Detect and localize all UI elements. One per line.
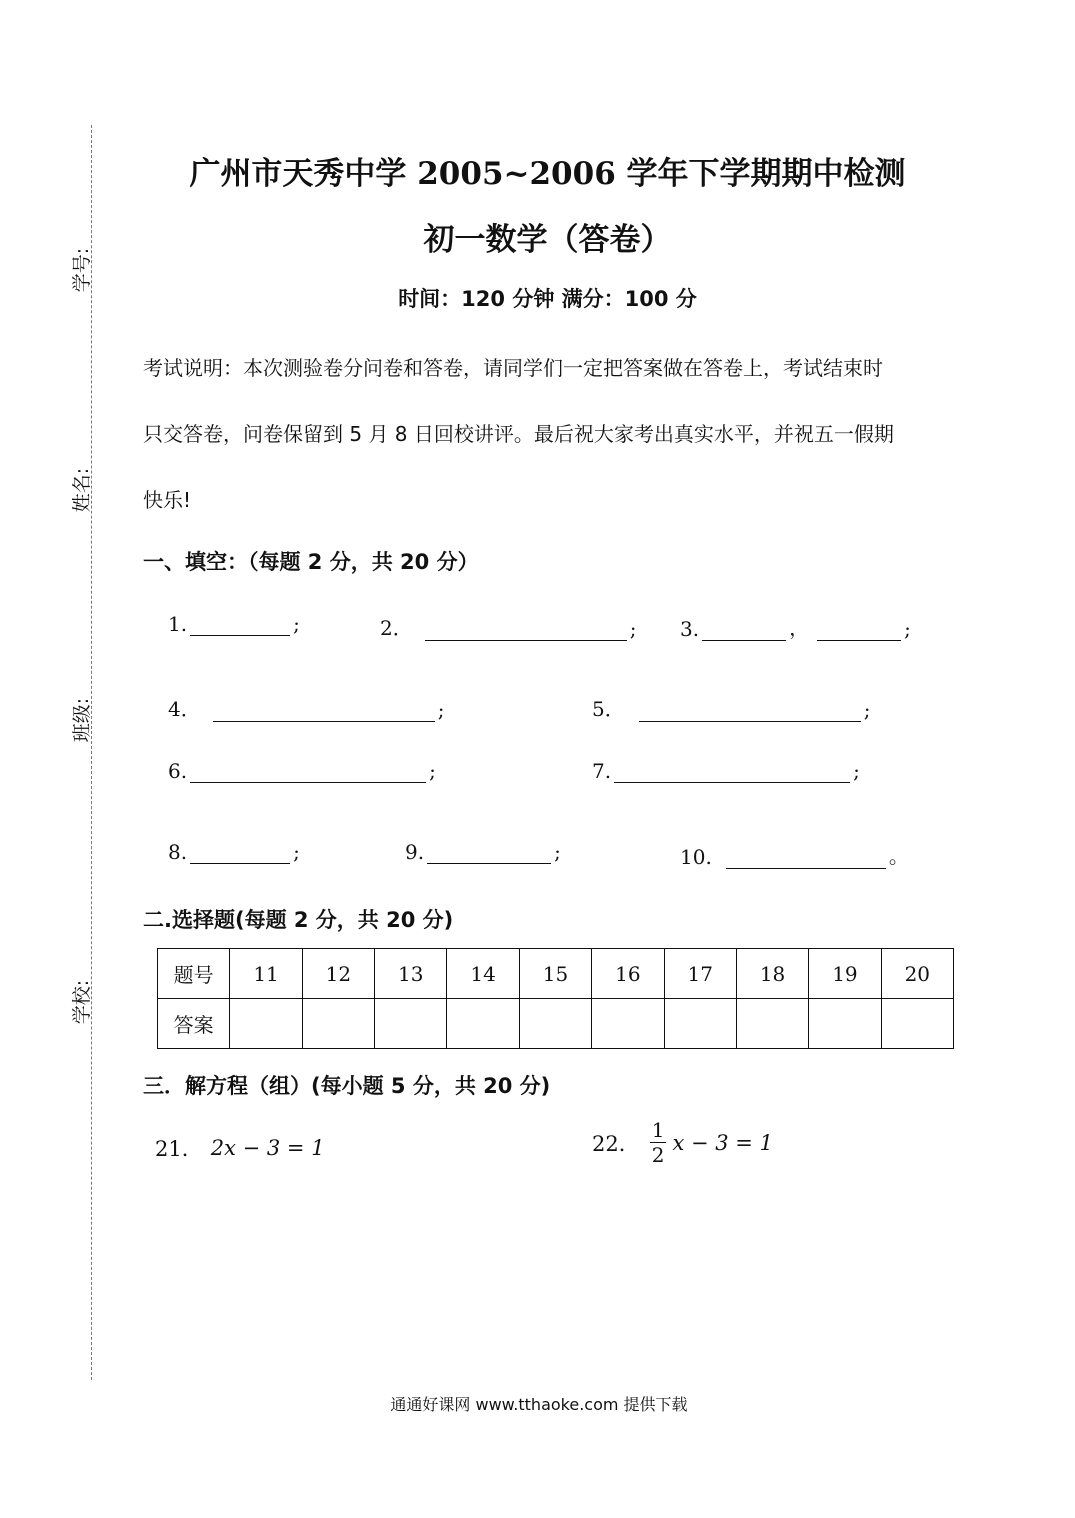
blank-end: 。 bbox=[888, 844, 909, 868]
answer-line[interactable] bbox=[427, 841, 551, 864]
blank-end: ; bbox=[429, 759, 436, 783]
blank-8 bbox=[168, 840, 300, 864]
blank-end: ; bbox=[863, 698, 871, 722]
blank-label: 7. bbox=[592, 759, 612, 783]
answer-line[interactable] bbox=[639, 699, 861, 722]
school-label: 学校: bbox=[71, 979, 93, 1025]
answer-cell[interactable] bbox=[881, 999, 953, 1049]
blank-9 bbox=[405, 840, 561, 864]
answer-line[interactable] bbox=[190, 613, 290, 636]
question-number-header: 题号 bbox=[158, 949, 230, 999]
answer-cell[interactable] bbox=[375, 999, 447, 1049]
blank-7 bbox=[592, 759, 860, 783]
question-21-label: 21． bbox=[155, 1137, 203, 1161]
exam-meta: 时间：120 分钟 满分：100 分 bbox=[398, 287, 697, 311]
class-label: 班级: bbox=[71, 697, 93, 743]
blank-2 bbox=[380, 612, 636, 641]
blank-1 bbox=[168, 612, 300, 636]
answer-table-answer-row bbox=[158, 999, 954, 1049]
page-title: 广州市天秀中学 2005~2006 学年下学期期中检测 bbox=[189, 156, 906, 192]
fraction-numerator: 1 bbox=[651, 1118, 665, 1142]
blank-end: ; bbox=[853, 759, 860, 783]
blank-4 bbox=[168, 693, 444, 722]
question-number: 17 bbox=[664, 949, 736, 999]
blank-label: 1. bbox=[168, 612, 188, 636]
blank-5 bbox=[592, 693, 870, 722]
answer-line[interactable] bbox=[190, 841, 290, 864]
blank-separator: ， bbox=[789, 616, 810, 640]
question-22 bbox=[592, 1118, 773, 1167]
blank-3 bbox=[680, 612, 911, 641]
answer-cell[interactable] bbox=[664, 999, 736, 1049]
question-21-equation: 2x − 3 = 1 bbox=[210, 1136, 325, 1160]
answer-cell[interactable] bbox=[302, 999, 374, 1049]
page-subtitle: 初一数学（答卷） bbox=[423, 222, 672, 258]
answer-cell[interactable] bbox=[592, 999, 664, 1049]
blank-6 bbox=[168, 759, 436, 783]
question-number: 12 bbox=[302, 949, 374, 999]
answer-line[interactable] bbox=[425, 618, 627, 641]
answer-line[interactable] bbox=[190, 760, 426, 783]
section-3-heading: 三．解方程（组）(每小题 5 分，共 20 分) bbox=[143, 1074, 551, 1098]
answer-table-number-row bbox=[158, 949, 954, 999]
instructions-line-1: 考试说明：本次测验卷分问卷和答卷，请同学们一定把答案做在答卷上，考试结束时 bbox=[143, 356, 883, 380]
answer-line[interactable] bbox=[726, 846, 886, 869]
question-number: 14 bbox=[447, 949, 519, 999]
blank-label: 9. bbox=[405, 840, 425, 864]
question-number: 19 bbox=[809, 949, 881, 999]
question-number: 15 bbox=[519, 949, 591, 999]
answer-table bbox=[157, 948, 954, 1049]
question-number: 11 bbox=[230, 949, 302, 999]
question-21 bbox=[155, 1133, 325, 1163]
question-number: 13 bbox=[375, 949, 447, 999]
answer-line[interactable] bbox=[213, 699, 435, 722]
question-number: 18 bbox=[736, 949, 808, 999]
answer-cell[interactable] bbox=[519, 999, 591, 1049]
blank-end: ; bbox=[293, 840, 300, 864]
fraction-one-half bbox=[650, 1118, 667, 1167]
answer-cell[interactable] bbox=[447, 999, 519, 1049]
answer-line[interactable] bbox=[614, 760, 850, 783]
blank-end: ; bbox=[629, 617, 637, 641]
instructions-line-3: 快乐! bbox=[143, 488, 192, 512]
footer-source: 通通好课网 www.tthaoke.com 提供下载 bbox=[390, 1395, 688, 1414]
blank-end: ; bbox=[904, 617, 911, 641]
blank-label: 3. bbox=[680, 617, 700, 641]
fraction-denominator: 2 bbox=[651, 1143, 665, 1167]
blank-label: 4． bbox=[168, 697, 201, 721]
instructions-line-2: 只交答卷，问卷保留到 5 月 8 日回校讲评。最后祝大家考出真实水平，并祝五一假期 bbox=[143, 422, 894, 446]
blank-end: ; bbox=[554, 840, 561, 864]
blank-label: 5． bbox=[592, 697, 625, 721]
question-number: 16 bbox=[592, 949, 664, 999]
blank-10 bbox=[680, 840, 909, 869]
answer-cell[interactable] bbox=[809, 999, 881, 1049]
blank-label: 2． bbox=[380, 616, 413, 640]
section-1-heading: 一、填空：（每题 2 分，共 20 分） bbox=[143, 550, 479, 574]
binding-dashed-line bbox=[91, 125, 92, 1380]
answer-cell[interactable] bbox=[230, 999, 302, 1049]
answer-line[interactable] bbox=[702, 618, 786, 641]
question-22-label: 22． bbox=[592, 1131, 640, 1156]
blank-label: 6. bbox=[168, 759, 188, 783]
blank-label: 10. bbox=[680, 845, 712, 869]
blank-label: 8. bbox=[168, 840, 188, 864]
answer-line[interactable] bbox=[817, 618, 901, 641]
section-2-heading: 二.选择题(每题 2 分，共 20 分) bbox=[143, 908, 454, 932]
name-label: 姓名: bbox=[71, 467, 93, 513]
student-number-label: 学号: bbox=[71, 247, 93, 293]
question-number: 20 bbox=[881, 949, 953, 999]
question-22-equation: x − 3 = 1 bbox=[672, 1130, 773, 1155]
answer-header: 答案 bbox=[158, 999, 230, 1049]
blank-end: ; bbox=[293, 612, 300, 636]
blank-end: ; bbox=[437, 698, 445, 722]
answer-cell[interactable] bbox=[736, 999, 808, 1049]
